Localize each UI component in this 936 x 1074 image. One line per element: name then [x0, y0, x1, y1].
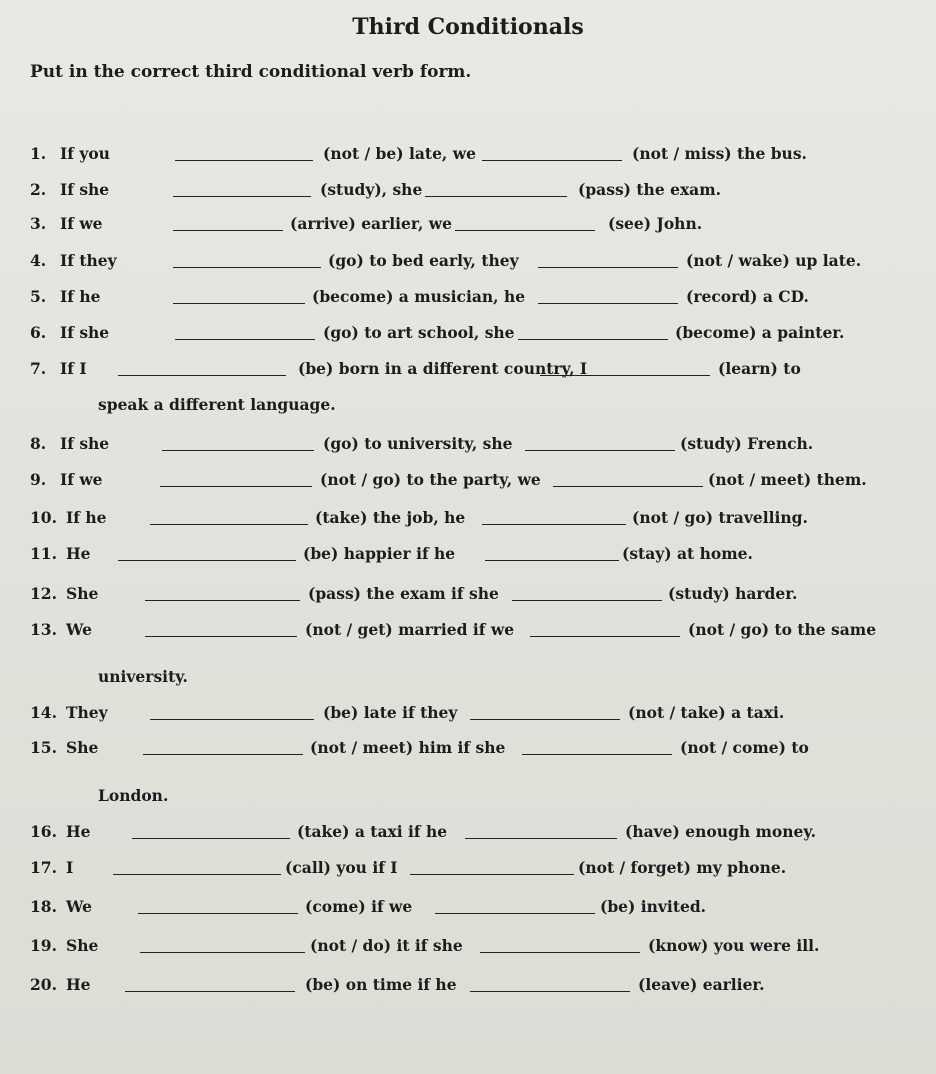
item-subject: She — [66, 738, 99, 757]
answer-blank-1[interactable] — [118, 359, 286, 376]
item-clause-1: (pass) the exam if she — [308, 584, 499, 603]
item-number: 1. — [30, 144, 47, 163]
item-number: 19. — [30, 936, 57, 955]
item-number: 6. — [30, 323, 47, 342]
item-subject: If I — [60, 359, 87, 378]
answer-blank-1[interactable] — [175, 144, 313, 161]
answer-blank-1[interactable] — [140, 936, 305, 953]
item-clause-1: (be) on time if he — [305, 975, 457, 994]
item-clause-1: (arrive) earlier, we — [290, 214, 452, 233]
item-clause-1: (come) if we — [305, 897, 413, 916]
exercise-item — [0, 508, 936, 530]
exercise-item — [0, 703, 936, 725]
exercise-item — [0, 359, 936, 381]
answer-blank-2[interactable] — [530, 620, 680, 637]
answer-blank-1[interactable] — [162, 434, 314, 451]
answer-blank-2[interactable] — [480, 936, 640, 953]
item-subject: If we — [60, 470, 103, 489]
item-number: 12. — [30, 584, 57, 603]
item-subject: They — [66, 703, 108, 722]
answer-blank-1[interactable] — [138, 897, 298, 914]
item-subject: We — [66, 620, 93, 639]
item-number: 4. — [30, 251, 47, 270]
answer-blank-1[interactable] — [173, 180, 311, 197]
page-title: Third Conditionals — [352, 14, 584, 40]
item-clause-2: (be) invited. — [600, 897, 707, 916]
item-subject: If he — [60, 287, 101, 306]
item-clause-2: (have) enough money. — [625, 822, 816, 841]
answer-blank-1[interactable] — [113, 858, 281, 875]
answer-blank-2[interactable] — [482, 508, 626, 525]
answer-blank-2[interactable] — [435, 897, 595, 914]
item-number: 20. — [30, 975, 57, 994]
exercise-item — [0, 470, 936, 492]
item-clause-2: (stay) at home. — [622, 544, 753, 563]
answer-blank-1[interactable] — [132, 822, 290, 839]
item-clause-2: (not / wake) up late. — [686, 251, 862, 270]
item-continuation: university. — [98, 667, 188, 686]
item-number: 17. — [30, 858, 57, 877]
item-subject: If he — [66, 508, 107, 527]
item-subject: He — [66, 975, 91, 994]
item-number: 11. — [30, 544, 57, 563]
answer-blank-2[interactable] — [410, 858, 574, 875]
answer-blank-1[interactable] — [118, 544, 296, 561]
answer-blank-1[interactable] — [175, 323, 315, 340]
item-clause-1: (go) to university, she — [323, 434, 513, 453]
answer-blank-2[interactable] — [540, 359, 710, 376]
instruction-text: Put in the correct third conditional verb form. — [30, 62, 472, 82]
item-clause-1: (be) happier if he — [303, 544, 456, 563]
item-clause-1: (not / go) to the party, we — [320, 470, 541, 489]
answer-blank-1[interactable] — [173, 214, 283, 231]
exercise-item — [0, 434, 936, 456]
item-number: 5. — [30, 287, 47, 306]
exercise-item — [0, 936, 936, 958]
item-clause-1: (study), she — [320, 180, 423, 199]
item-clause-2: (not / go) to the same — [688, 620, 877, 639]
item-subject: If they — [60, 251, 117, 270]
answer-blank-2[interactable] — [425, 180, 567, 197]
item-subject: If she — [60, 434, 110, 453]
item-continuation: speak a different language. — [98, 395, 336, 414]
item-number: 15. — [30, 738, 57, 757]
item-subject: He — [66, 822, 91, 841]
exercise-item — [0, 214, 936, 236]
item-clause-1: (be) late if they — [323, 703, 458, 722]
item-clause-2: (not / take) a taxi. — [628, 703, 785, 722]
item-clause-1: (go) to art school, she — [323, 323, 515, 342]
answer-blank-2[interactable] — [553, 470, 703, 487]
item-number: 7. — [30, 359, 47, 378]
answer-blank-2[interactable] — [485, 544, 619, 561]
item-subject: We — [66, 897, 93, 916]
answer-blank-2[interactable] — [522, 738, 672, 755]
exercise-item — [0, 975, 936, 997]
item-clause-2: (leave) earlier. — [638, 975, 765, 994]
item-clause-1: (take) a taxi if he — [297, 822, 448, 841]
item-clause-2: (not / come) to — [680, 738, 809, 757]
answer-blank-2[interactable] — [525, 434, 675, 451]
item-subject: He — [66, 544, 91, 563]
answer-blank-2[interactable] — [482, 144, 622, 161]
answer-blank-1[interactable] — [160, 470, 312, 487]
exercise-item — [0, 180, 936, 202]
item-number: 3. — [30, 214, 47, 233]
item-clause-1: (become) a musician, he — [312, 287, 526, 306]
item-clause-2: (know) you were ill. — [648, 936, 820, 955]
exercise-item — [0, 584, 936, 606]
exercise-item — [0, 323, 936, 345]
item-number: 14. — [30, 703, 57, 722]
item-number: 2. — [30, 180, 47, 199]
answer-blank-2[interactable] — [512, 584, 662, 601]
exercise-item — [0, 544, 936, 566]
item-clause-1: (go) to bed early, they — [328, 251, 519, 270]
exercise-item — [0, 897, 936, 919]
item-subject: If you — [60, 144, 110, 163]
item-clause-2: (record) a CD. — [686, 287, 809, 306]
item-clause-2: (study) French. — [680, 434, 814, 453]
item-subject: I — [66, 858, 74, 877]
item-clause-2: (see) John. — [608, 214, 703, 233]
item-clause-2: (not / meet) them. — [708, 470, 867, 489]
item-subject: If we — [60, 214, 103, 233]
item-subject: She — [66, 584, 99, 603]
exercise-item — [0, 858, 936, 880]
exercise-item — [0, 251, 936, 273]
answer-blank-2[interactable] — [455, 214, 595, 231]
item-clause-1: (call) you if I — [285, 858, 398, 877]
answer-blank-1[interactable] — [145, 584, 300, 601]
item-subject: If she — [60, 180, 110, 199]
answer-blank-1[interactable] — [173, 251, 321, 268]
answer-blank-1[interactable] — [145, 620, 297, 637]
answer-blank-1[interactable] — [150, 508, 308, 525]
item-clause-1: (not / be) late, we — [323, 144, 476, 163]
answer-blank-1[interactable] — [143, 738, 303, 755]
exercise-item — [0, 738, 936, 760]
item-clause-1: (not / do) it if she — [310, 936, 463, 955]
item-clause-2: (learn) to — [718, 359, 801, 378]
item-number: 13. — [30, 620, 57, 639]
item-clause-2: (study) harder. — [668, 584, 798, 603]
item-continuation: London. — [98, 786, 169, 805]
item-number: 16. — [30, 822, 57, 841]
item-clause-2: (pass) the exam. — [578, 180, 722, 199]
answer-blank-2[interactable] — [538, 287, 678, 304]
item-subject: If she — [60, 323, 110, 342]
item-number: 18. — [30, 897, 57, 916]
answer-blank-1[interactable] — [125, 975, 295, 992]
item-subject: She — [66, 936, 99, 955]
item-number: 10. — [30, 508, 57, 527]
item-number: 8. — [30, 434, 47, 453]
answer-blank-1[interactable] — [173, 287, 305, 304]
item-number: 9. — [30, 470, 47, 489]
answer-blank-2[interactable] — [518, 323, 668, 340]
item-clause-1: (not / get) married if we — [305, 620, 515, 639]
item-clause-2: (not / miss) the bus. — [632, 144, 807, 163]
exercise-item — [0, 620, 936, 642]
item-clause-2: (not / go) travelling. — [632, 508, 808, 527]
exercise-item — [0, 287, 936, 309]
item-clause-2: (not / forget) my phone. — [578, 858, 787, 877]
exercise-item — [0, 144, 936, 166]
item-clause-1: (take) the job, he — [315, 508, 466, 527]
answer-blank-2[interactable] — [470, 703, 620, 720]
answer-blank-2[interactable] — [465, 822, 617, 839]
answer-blank-2[interactable] — [538, 251, 678, 268]
exercise-item — [0, 822, 936, 844]
answer-blank-1[interactable] — [150, 703, 314, 720]
item-clause-1: (not / meet) him if she — [310, 738, 506, 757]
item-clause-2: (become) a painter. — [675, 323, 845, 342]
item-clause-1: (be) born in a different country, I — [298, 359, 588, 378]
answer-blank-2[interactable] — [470, 975, 630, 992]
